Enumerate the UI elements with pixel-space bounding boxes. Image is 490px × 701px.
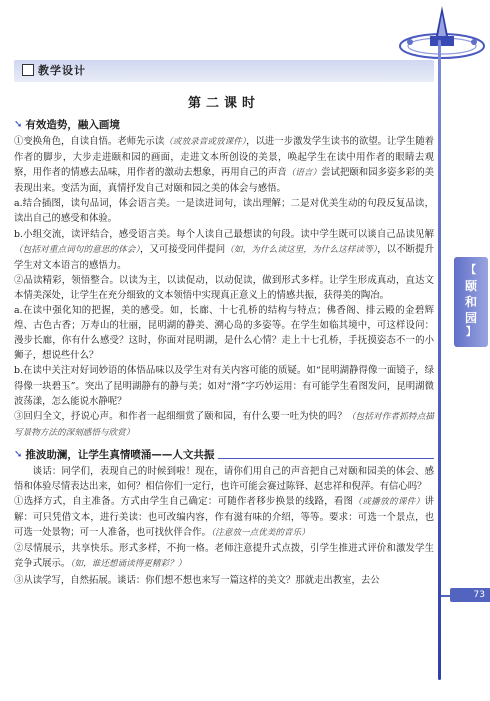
paragraph: ③回归全文，抒说心声。和作者一起细细赏了颐和园，有什么要一吐为快的吗？（包括对作者抓特点描写景物方法的深刻感悟与欣赏） (14, 410, 434, 438)
side-tab-char: 【 (466, 265, 476, 276)
section-heading (14, 117, 434, 132)
paragraph: ①变换角色，自读自悟。老师先示读（或放录音或放课件），以进一步激发学生读书的欲望。让学生随着作者的脚步，大步走进颐和园的画面，走进文本所创设的美景，唤起学生在读中用作者的眼睛去观察，用作者的情感去品味，用作者的激动去想象，再用自己的声音（语言）尝试把颐和园多姿多彩的美表现出来。变活为面，真情抒发自己对颐和园之美的体会与感悟。 (14, 136, 434, 195)
lesson-title: 第二课时 (187, 96, 260, 111)
paragraph: ③从读学写，自然拓展。谈话：你们想不想也来写一篇这样的美文？那就走出教室，去公 (14, 574, 380, 586)
header-label: 教学设计 (38, 64, 86, 77)
side-tab-char: 园 (464, 311, 477, 325)
page-connector (441, 595, 450, 597)
chapter-side-tab (454, 257, 488, 347)
section-title: 有效造势，融入画境 (25, 119, 120, 131)
paragraph: b.在读中关注对好词妙语的体悟品味以及学生对有关内容可能的质疑。如“昆明湖静得像一面镜子，绿得像一块碧玉”。突出了昆明湖静有的静与美；如对“滑”字巧妙运用：有可能学生看图发问，昆明湖微波荡漾，怎么能说水静呢？ (14, 365, 434, 407)
section-title: 推波助澜，让学生真情喷涌——人文共振 (25, 448, 215, 461)
paragraph: a.结合插图，读句品词，体会语言美。一是读进词句，读出理解；二是对优美生动的句段反复品读，读出自己的感受和体验。 (14, 198, 434, 225)
side-tab-char: 】 (466, 327, 476, 338)
heading-rule (218, 458, 434, 459)
arrow-icon: ➘ (14, 448, 23, 460)
paragraph: a.在读中强化知的把握，美的感受。如，长廊、十七孔桥的结构与特点；佛香阁、排云殿的金碧辉煌、古色古香；万寿山的壮丽，昆明湖的静美、溯心岛的多姿等。在学生如临其境中，可这样设问：漫步长廊，你有什么感受？这时，你面对昆明湖，是什么心情？走上十七孔桥，手抚摸姿态不一的小狮子，想说些什么？ (14, 305, 434, 362)
paragraph: ②尽情展示，共享快乐。形式多样，不拘一格。老师注意提升式点拨，引学生推进式评价和激发学生竞争式展示。（如，谁还想诵读得更精彩？） (14, 543, 434, 570)
paragraph: ①选择方式，自主准备。方式由学生自己确定：可随作者移步换景的线路，看图（或播放的课件）讲解：可只凭借文本，进行美读：也可改编内容，作有滋有味的介绍，等等。要求：可选一个景点，也可选一处景物；可一人准备，也可找伙伴合作。（注意放一点优美的音乐） (14, 496, 434, 539)
page-number: 73 (450, 588, 490, 602)
side-tab-char: 和 (464, 295, 477, 309)
checkbox-square-icon (22, 64, 34, 76)
section-heading (14, 447, 434, 462)
paragraph: 谈话：同学们，表现自己的时候到啦！现在，请你们用自己的声音把自己对颐和园美的体会、感悟和体验尽情表达出来，如何？相信你们一定行，也许可能会赛过陈铎、赵忠祥和倪萍。有信心吗？ (14, 465, 434, 492)
paragraph: ②品读精彩，领悟整合。以读为主，以读促动，以动促读，做到形式多样。让学生形成真动，直达文本情美深处，让学生在充分细致的文本领悟中实现真正意义上的情感共振，获得美的陶冶。 (14, 274, 434, 301)
main-content (14, 90, 434, 588)
side-tab-char: 颐 (464, 279, 477, 293)
paragraph: b.小组交流，读评结合，感受语言美。每个人读自己最想读的句段。读中学生既可以谈自己品读见解（包括对重点词句的意思的体会），又可接受同伴提问（如，为什么读这里，为什么这样读等），以不断提升学生对文本语言的感悟力。 (14, 228, 434, 271)
margin-rule (438, 40, 441, 680)
arrow-icon: ➘ (14, 119, 23, 130)
